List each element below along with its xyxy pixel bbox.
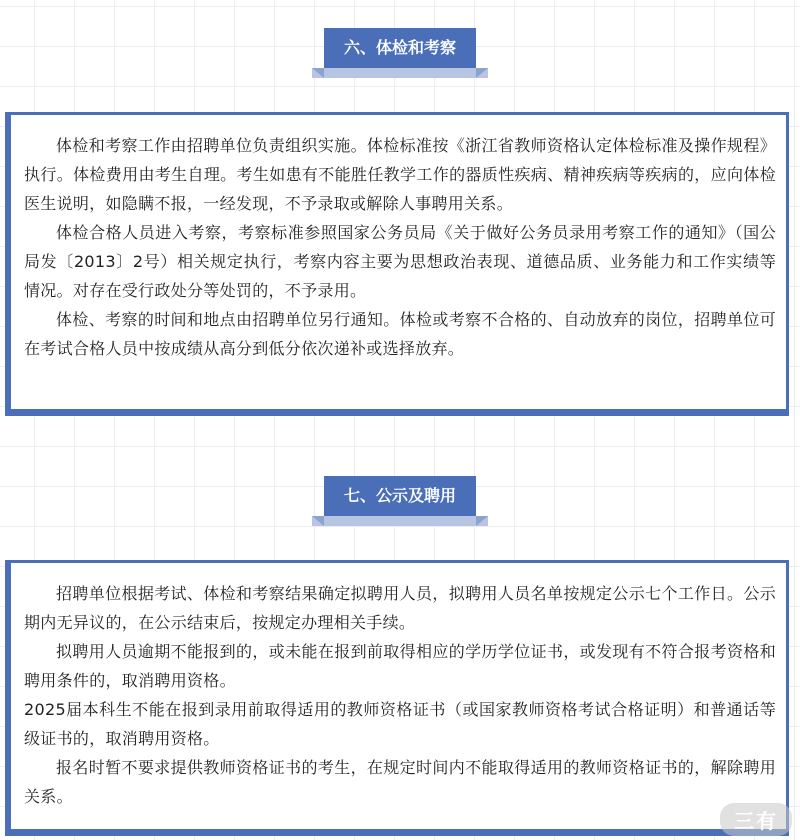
ribbon-ledge <box>312 68 488 78</box>
section-7-paragraph-1: 招聘单位根据考试、体检和考察结果确定拟聘用人员，拟聘用人员名单按规定公示七个工作日。公示期内无异议的，在公示结束后，按规定办理相关手续。 <box>24 584 776 632</box>
section-7-paragraph-4: 报名时暂不要求提供教师资格证书的考生，在规定时间内不能取得适用的教师资格证书的，解除聘用关系。 <box>24 758 776 806</box>
ribbon-fold-right <box>476 516 488 526</box>
section-7-title-text: 七、公示及聘用 <box>324 476 476 516</box>
section-7-paragraph-3: 2025届本科生不能在报到录用前取得适用的教师资格证书（或国家教师资格考试合格证明）和普通话等级证书的，取消聘用资格。 <box>24 700 776 748</box>
section-6-title <box>324 28 476 68</box>
section-7-card <box>5 560 789 836</box>
ribbon-fold-left <box>312 68 324 78</box>
watermark-logo: 三有 <box>720 803 792 836</box>
ribbon-ledge <box>312 516 488 526</box>
ribbon-fold-right <box>476 68 488 78</box>
section-7-paragraph-2: 拟聘用人员逾期不能报到的，或未能在报到前取得相应的学历学位证书，或发现有不符合报考资格和聘用条件的，取消聘用资格。 <box>24 642 776 690</box>
section-6-paragraph-2: 体检合格人员进入考察，考察标准参照国家公务员局《关于做好公务员录用考察工作的通知》（国公局发〔2013〕2号）相关规定执行，考察内容主要为思想政治表现、道德品质、业务能力和工作实绩等情况。对存在受行政处分等处罚的，不予录用。 <box>24 223 776 300</box>
section-6-title-text: 六、体检和考察 <box>324 28 476 68</box>
section-7-title <box>324 476 476 516</box>
ribbon-fold-left <box>312 516 324 526</box>
section-6-paragraph-1: 体检和考察工作由招聘单位负责组织实施。体检标准按《浙江省教师资格认定体检标准及操作规程》执行。体检费用由考生自理。考生如患有不能胜任教学工作的器质性疾病、精神疾病等疾病的，应向体检医生说明，如隐瞒不报，一经发现，不予录取或解除人事聘用关系。 <box>24 136 776 213</box>
section-6-card <box>5 112 789 416</box>
section-6-paragraph-3: 体检、考察的时间和地点由招聘单位另行通知。体检或考察不合格的、自动放弃的岗位，招聘单位可在考试合格人员中按成绩从高分到低分依次递补或选择放弃。 <box>24 310 776 358</box>
